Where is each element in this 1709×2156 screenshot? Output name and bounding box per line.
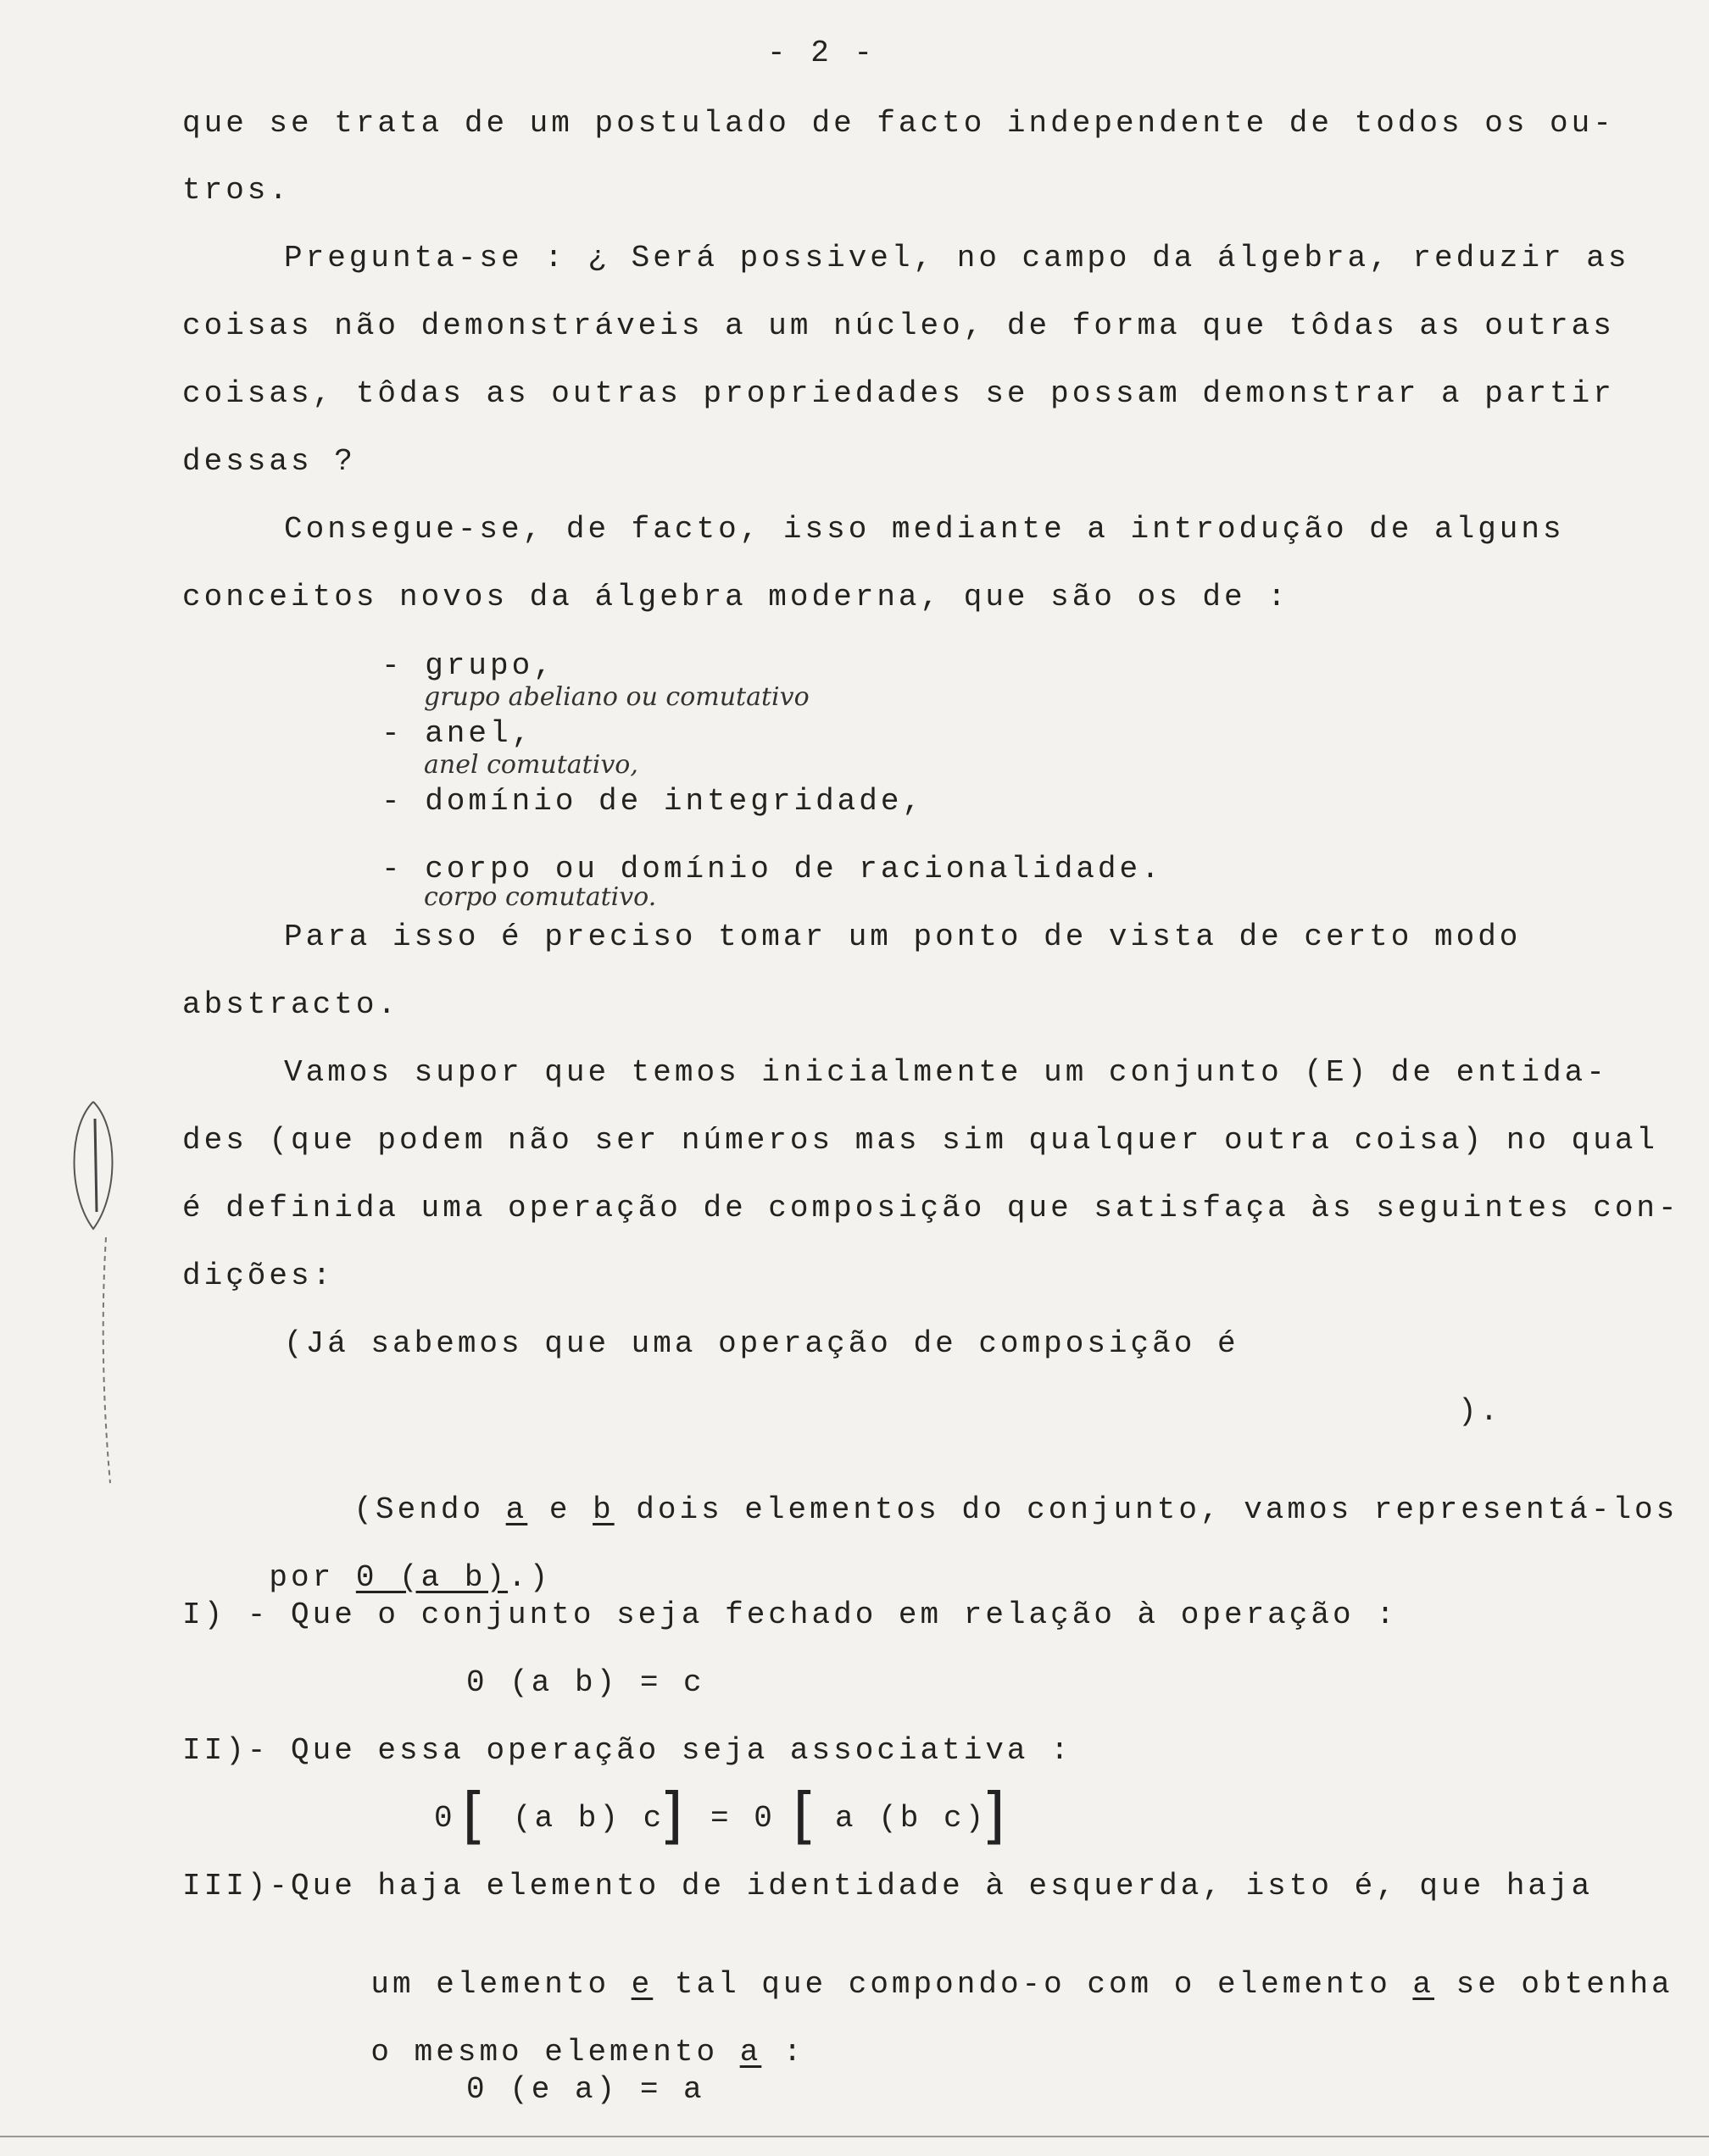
text-line: (Já sabemos que uma operação de composição é <box>284 1326 1239 1361</box>
variable-a: a <box>739 2035 762 2070</box>
handwritten-note: corpo comutativo. <box>424 882 657 912</box>
text-line: abstracto. <box>182 987 400 1022</box>
text-line: coisas, tôdas as outras propriedades se possam demonstrar a partir <box>182 376 1615 411</box>
text-line: tros. <box>182 173 292 208</box>
formula: 0 (e a) = a <box>466 2072 705 2107</box>
text-segment: e <box>527 1492 593 1527</box>
condition-heading: I) - Que o conjunto seja fechado em relação à operação : <box>182 1598 1398 1632</box>
right-bracket: ] <box>982 1780 1006 1851</box>
list-item: - domínio de integridade, <box>381 784 925 819</box>
condition-heading: III)-Que haja elemento de identidade à esquerda, isto é, que haja <box>182 1869 1594 1903</box>
text-line: Vamos supor que temos inicialmente um conjunto (E) de entida- <box>284 1055 1608 1090</box>
handwritten-note: anel comutativo, <box>424 750 638 780</box>
page-number: - 2 - <box>767 36 877 70</box>
text-segment: um elemento <box>370 1967 632 2002</box>
formula-part: a (b c) <box>835 1801 988 1836</box>
notation: 0 (a b) <box>355 1560 509 1595</box>
text-line: Pregunta-se : ¿ Será possivel, no campo da álgebra, reduzir as <box>284 241 1630 275</box>
text-line: que se trata de um postulado de facto independente de todos os ou- <box>182 106 1615 141</box>
condition-heading: II)- Que essa operação seja associativa : <box>182 1733 1072 1768</box>
text-line: conceitos novos da álgebra moderna, que são os de : <box>182 580 1289 614</box>
left-bracket: [ <box>462 1780 487 1851</box>
text-segment: : <box>761 2035 805 2070</box>
text-segment: (Sendo <box>353 1492 506 1527</box>
right-bracket: ] <box>660 1780 684 1851</box>
variable-a: a <box>505 1492 528 1527</box>
text-line: des (que podem não ser números mas sim qualquer outra coisa) no qual <box>182 1123 1659 1158</box>
text-segment: se obtenha <box>1434 1967 1673 2002</box>
text-line: coisas não demonstráveis a um núcleo, de forma que tôdas as outras <box>182 308 1615 343</box>
text-line: Consegue-se, de facto, isso mediante a introdução de alguns <box>284 512 1565 547</box>
formula: 0 (a b) = c <box>466 1665 705 1700</box>
handwritten-note: grupo abeliano ou comutativo <box>424 682 810 712</box>
text-line: é definida uma operação de composição que satisfaça às seguintes con- <box>182 1191 1680 1225</box>
text-segment: dois elementos do conjunto, vamos representá-los <box>614 1492 1678 1527</box>
text-line: dições: <box>182 1259 335 1293</box>
list-item: - anel, <box>381 716 534 751</box>
formula-part: (a b) c <box>513 1801 665 1836</box>
page-edge-line <box>0 2136 1709 2137</box>
formula-part: = 0 <box>710 1801 776 1836</box>
margin-pencil-mark <box>59 1093 136 1492</box>
variable-a: a <box>1412 1967 1435 2002</box>
text-segment: tal que compondo-o com o elemento <box>653 1967 1413 2002</box>
left-bracket: [ <box>793 1780 817 1851</box>
formula-part: 0 <box>434 1801 456 1836</box>
list-item: - corpo ou domínio de racionalidade. <box>381 852 1163 886</box>
list-item: - grupo, <box>381 648 555 683</box>
text-segment: o mesmo elemento <box>370 2035 740 2070</box>
variable-e: e <box>631 1967 654 2002</box>
text-line: dessas ? <box>182 444 356 479</box>
text-line: ). <box>1458 1394 1502 1429</box>
variable-b: b <box>593 1492 615 1527</box>
text-segment: por <box>269 1560 356 1595</box>
text-line: Para isso é preciso tomar um ponto de vista de certo modo <box>284 920 1522 954</box>
text-segment: .) <box>508 1560 552 1595</box>
